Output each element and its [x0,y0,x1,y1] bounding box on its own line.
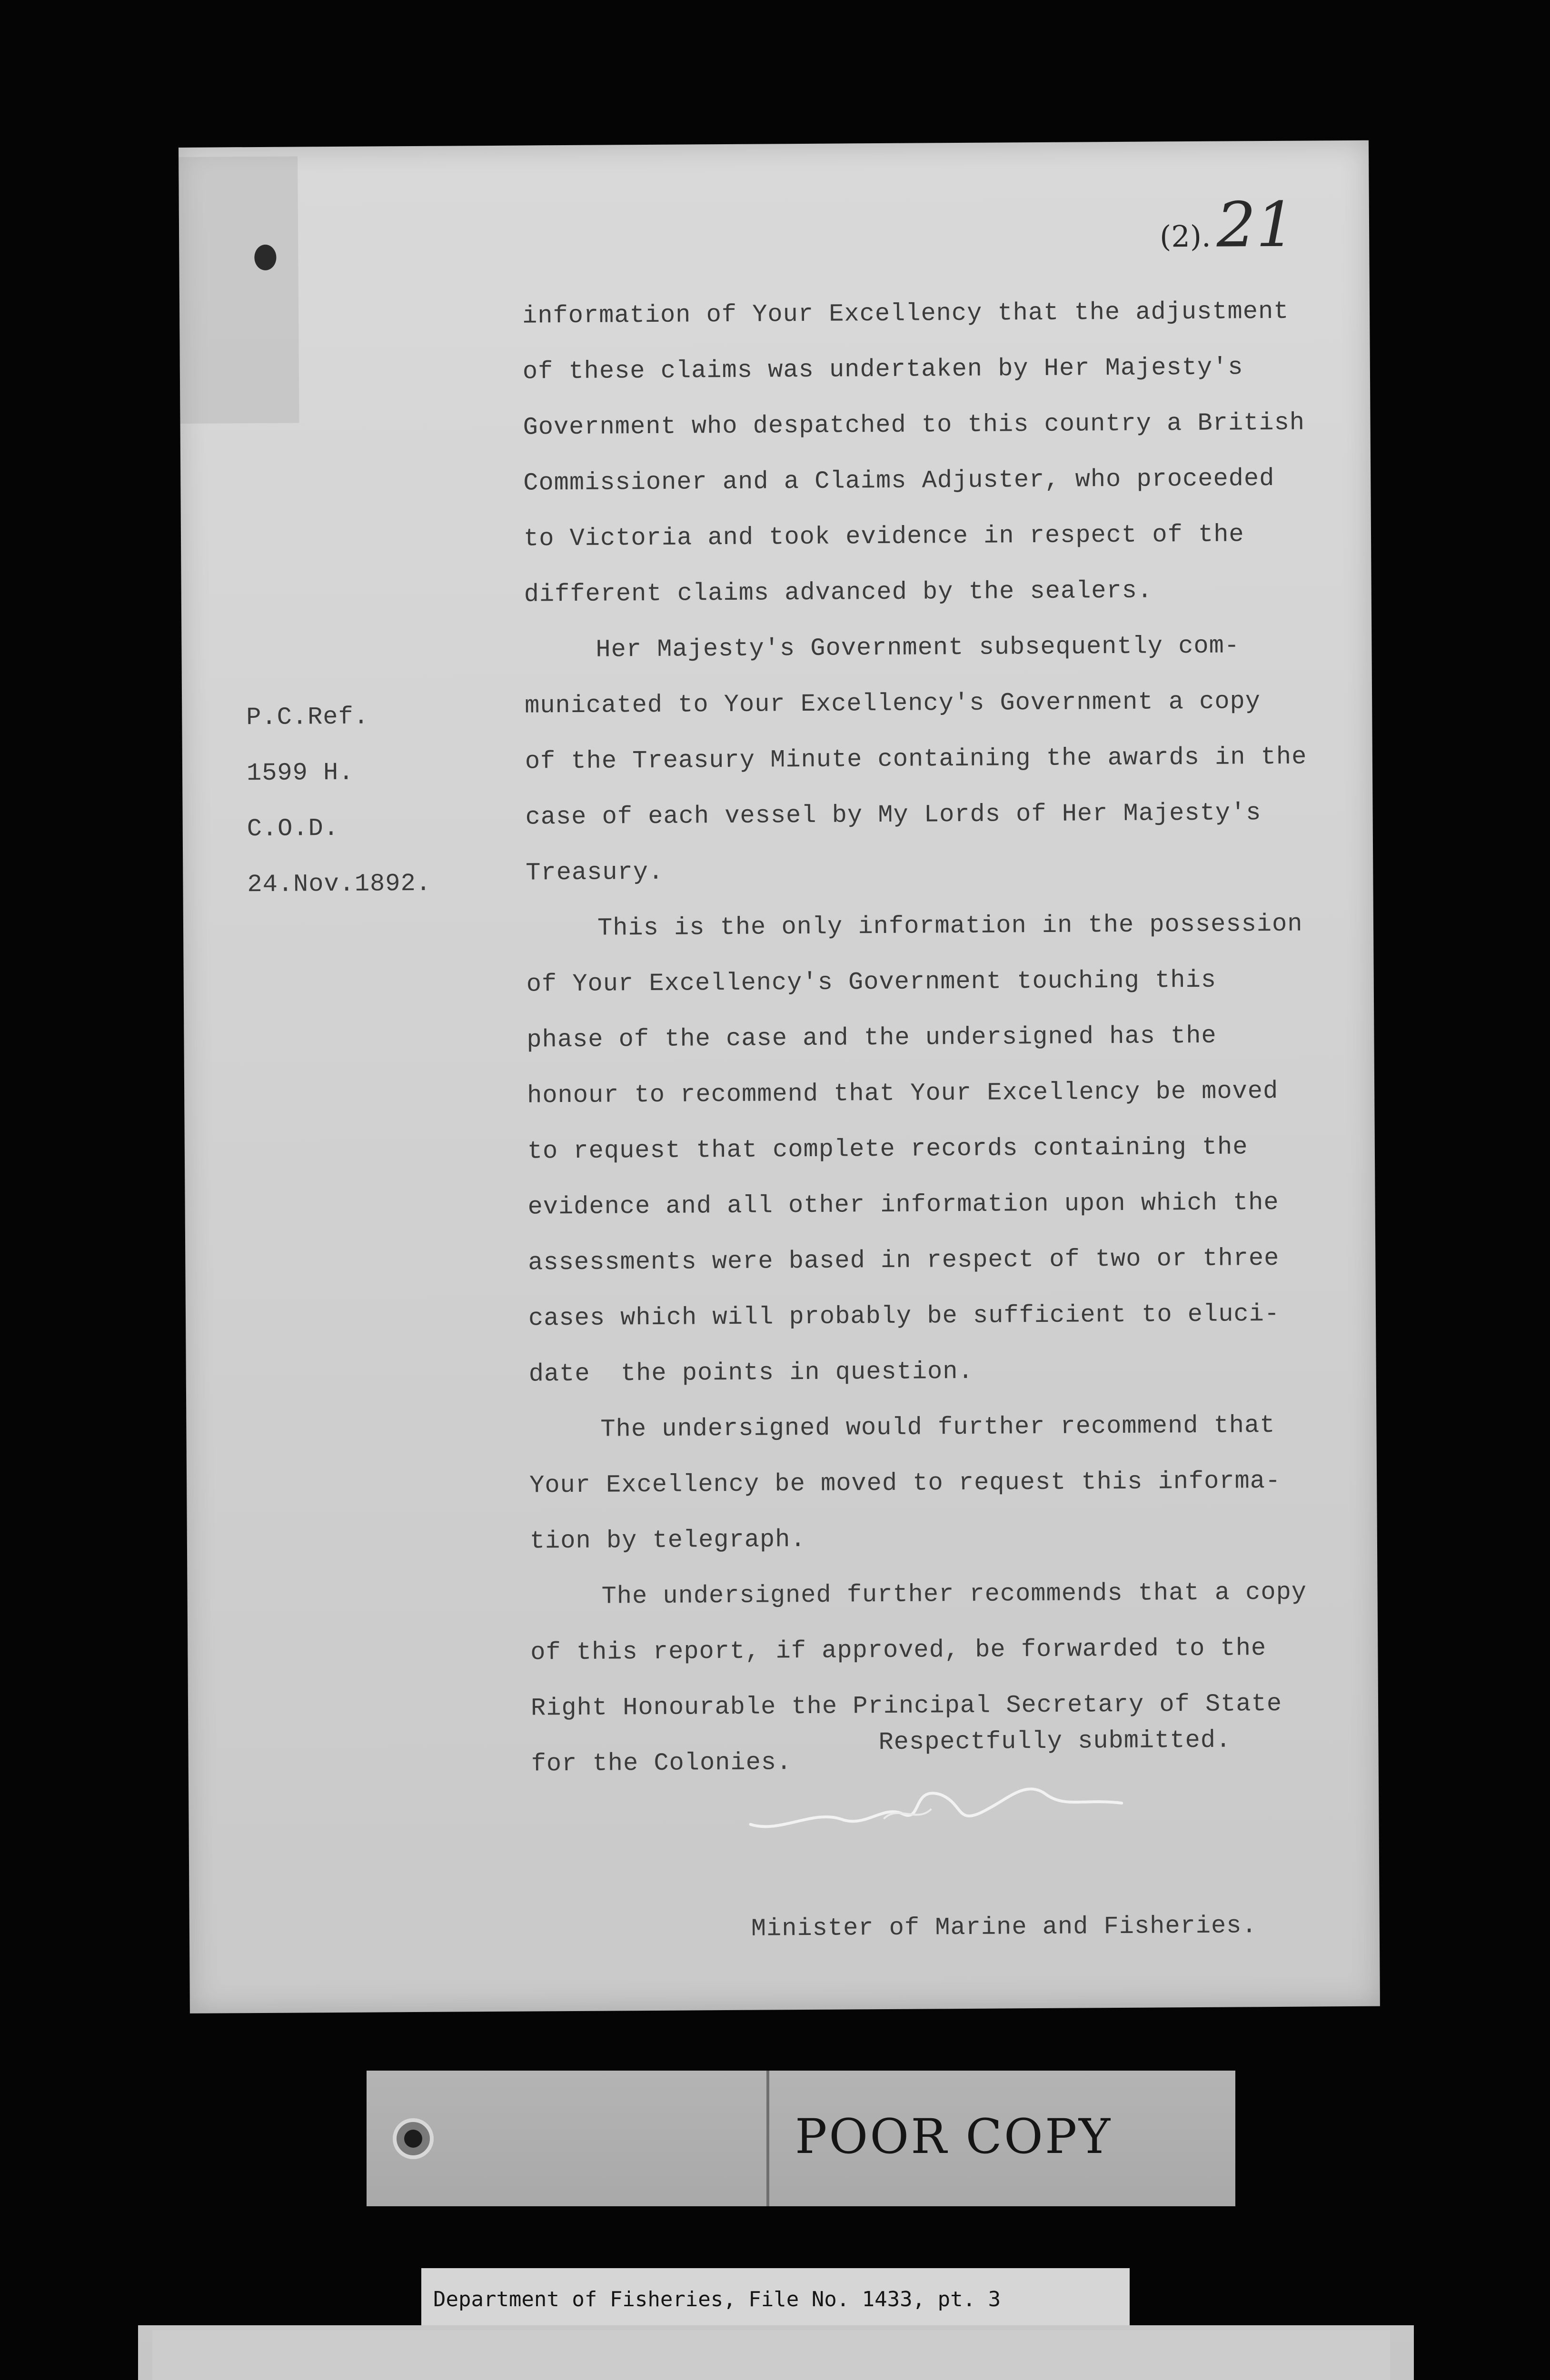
body-line: Treasury. [526,858,664,887]
punch-hole [254,245,276,270]
grommet-hole [393,2118,434,2159]
signoff: Respectfully submitted. [878,1726,1232,1757]
margin-reference [246,689,431,912]
sheet-edge-shadow [179,156,299,424]
body-line: honour to recommend that Your Excellency be moved [527,1077,1279,1110]
body-line: municated to Your Excellency's Government a copy [524,687,1261,720]
margin-reference-line: P.C.Ref. [246,703,369,732]
body-line: Right Honourable the Principal Secretary of State [530,1689,1282,1723]
body-line: date the points in question. [528,1357,974,1388]
document-body [522,283,1364,1792]
body-line: This is the only information in the possession [597,910,1303,942]
body-line: cases which will probably be sufficient to eluci- [528,1299,1280,1333]
file-reference: Department of Fisheries, File No. 1433, pt. 3 [433,2287,1001,2311]
body-line: Government who despatched to this country a British [523,408,1305,442]
body-line: of the Treasury Minute containing the awards in the [525,743,1307,776]
body-line: of Your Excellency's Government touching this [526,966,1217,999]
body-line: for the Colonies. [531,1748,792,1778]
folio-number [1160,188,1296,262]
body-line: to request that complete records containing the [527,1133,1248,1166]
folio-mark: (2). [1159,218,1211,254]
margin-reference-line: 1599 H. [246,758,354,788]
body-line: of this report, if approved, be forwarded to the [530,1634,1267,1667]
body-line: of these claims was undertaken by Her Majesty's [522,353,1243,386]
body-line: information of Your Excellency that the adjustment [522,297,1289,330]
body-line: The undersigned would further recommend that [600,1411,1275,1444]
body-line: case of each vessel by My Lords of Her Majesty's [525,799,1262,832]
body-line: Commissioner and a Claims Adjuster, who proceeded [523,464,1275,497]
file-reference-strip [421,2268,1130,2335]
margin-reference-line: 24.Nov.1892. [247,869,432,899]
document-sheet [179,140,1380,2013]
body-line: phase of the case and the undersigned has the [527,1021,1217,1054]
poor-copy-label: POOR COPY [795,2109,1113,2164]
archives-card-band [152,2330,1390,2380]
body-line: Your Excellency be moved to request this informa- [529,1467,1281,1500]
poor-copy-label-card [367,2071,1235,2206]
body-line: assessments were based in respect of two or three [528,1244,1280,1277]
body-line: tion by telegraph. [529,1526,806,1556]
body-line: to Victoria and took evidence in respect of the [523,520,1244,553]
body-line: different claims advanced by the sealers. [524,576,1153,609]
archives-stamp [138,2325,1414,2380]
body-line: Her Majesty's Government subsequently com- [596,632,1240,664]
body-line: The undersigned further recommends that a copy [601,1578,1307,1611]
signatory-title: Minister of Marine and Fisheries. [751,1912,1257,1943]
margin-reference-line: C.O.D. [247,814,339,843]
handwritten-signature [741,1751,1132,1844]
card-crease [766,2071,769,2206]
body-line: evidence and all other information upon which the [527,1188,1279,1221]
folio-handwritten-number: 21 [1216,188,1296,261]
